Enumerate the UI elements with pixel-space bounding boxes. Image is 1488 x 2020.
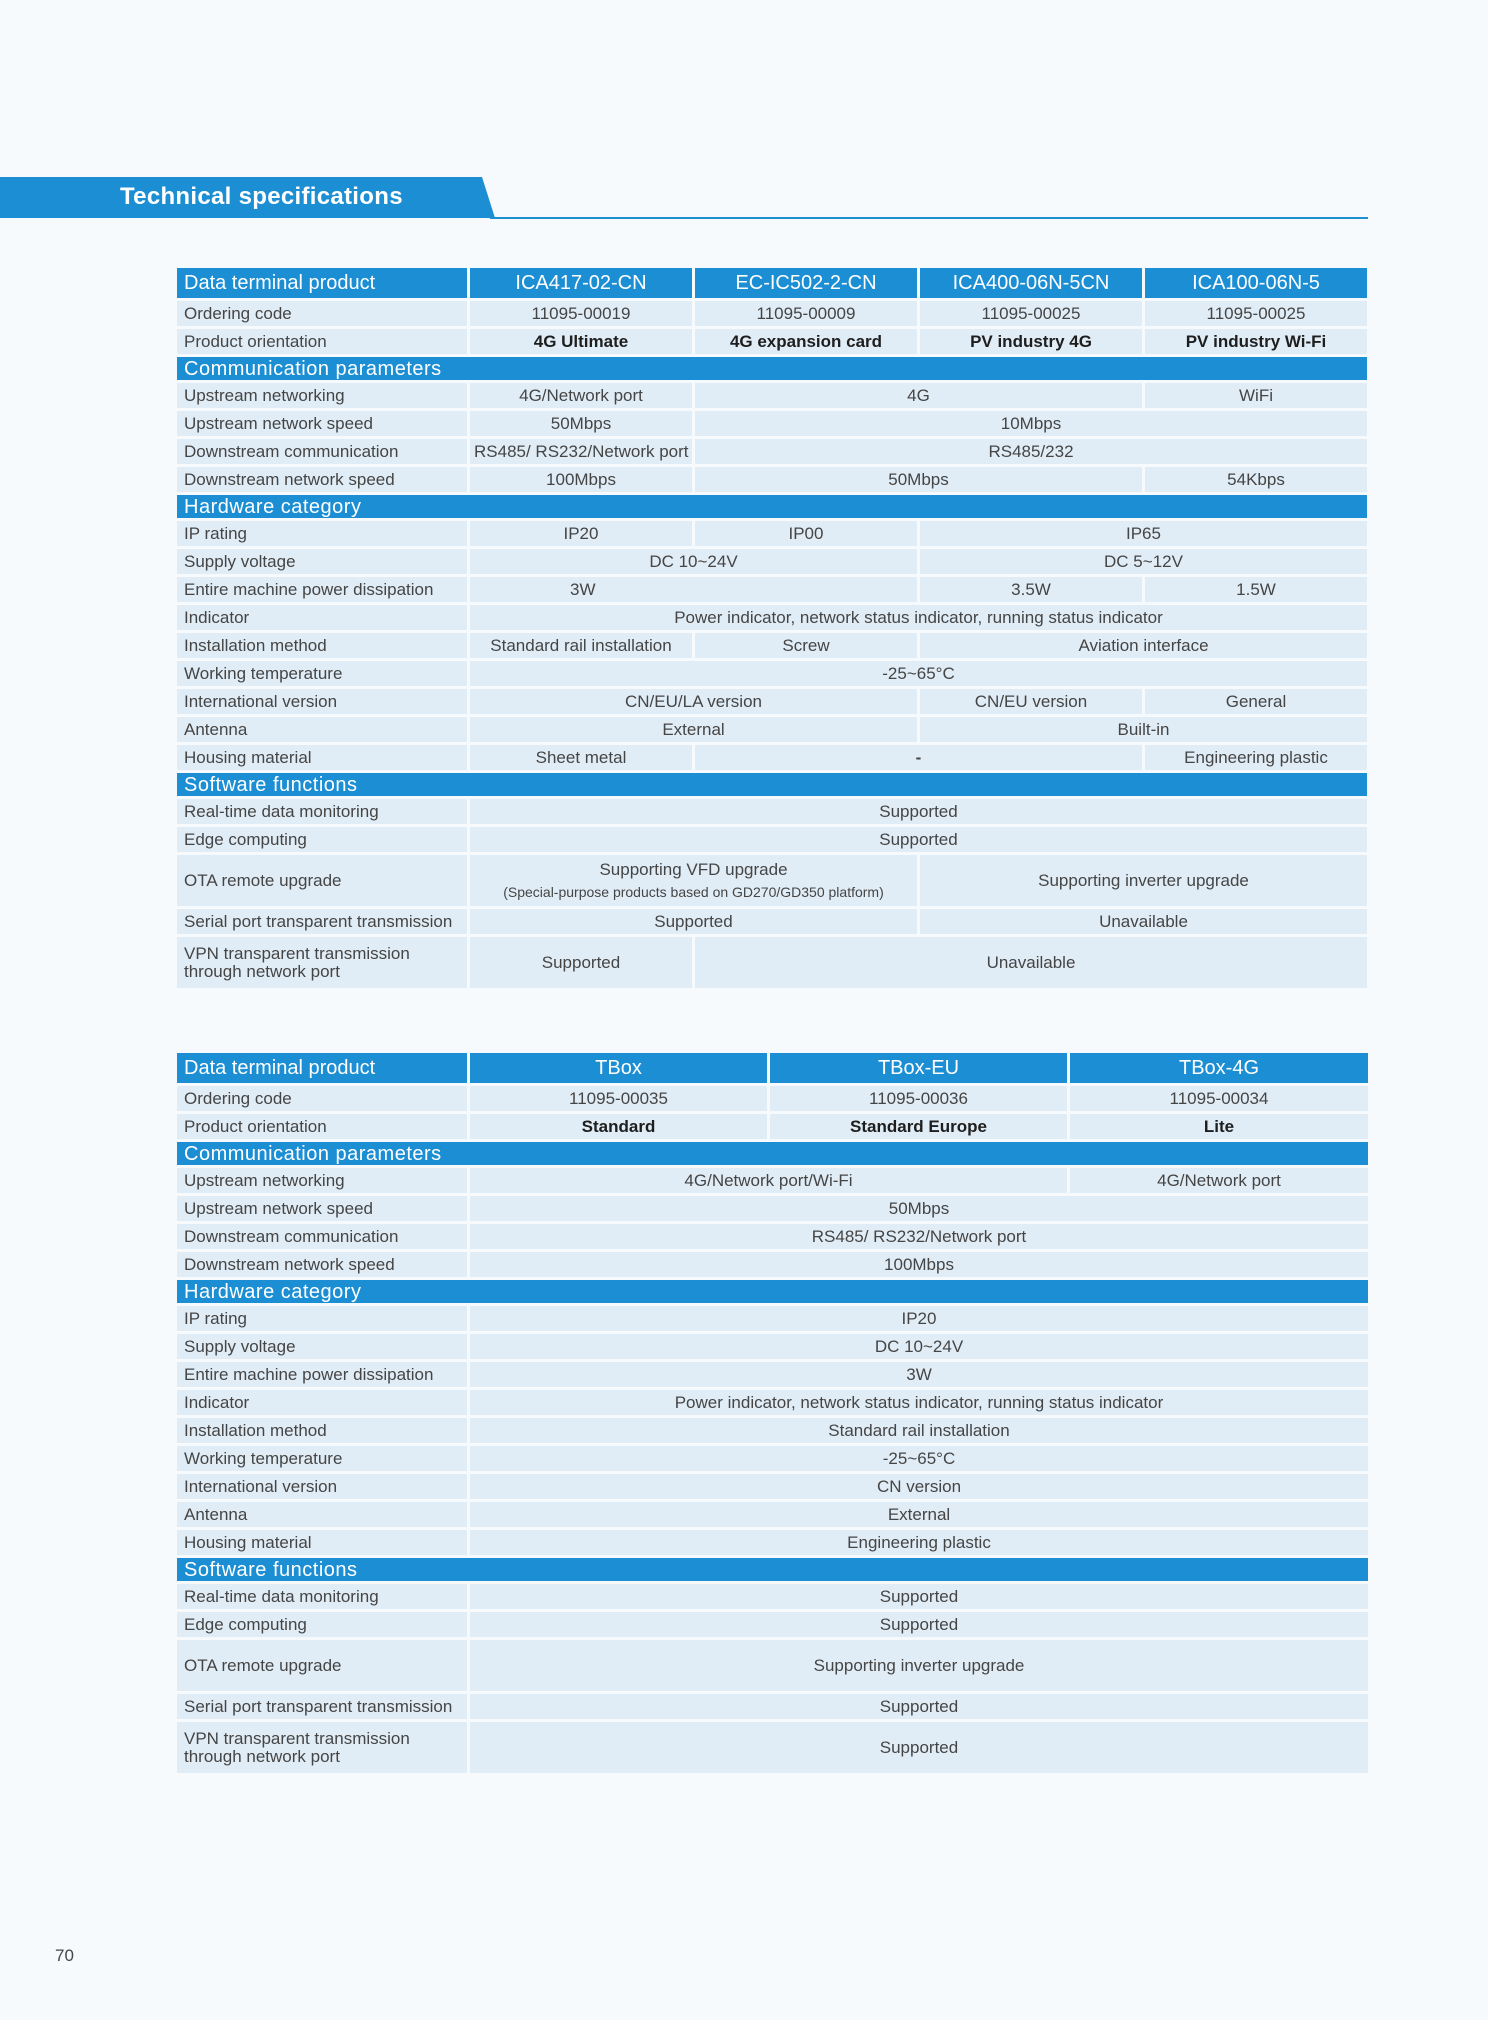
cell-value: CN/EU version [920,689,1142,714]
table-row [177,301,1367,326]
table-row [177,1722,1368,1773]
row-label: OTA remote upgrade [177,1640,467,1691]
table-row [177,549,1367,574]
cell-value: Engineering plastic [470,1530,1368,1555]
cell-value: 3W [470,1362,1368,1387]
section-heading: Communication parameters [177,357,1367,380]
table-row [177,827,1367,852]
cell-value: IP00 [695,521,917,546]
cell-value: 11095-00034 [1070,1086,1368,1111]
table-row [177,633,1367,658]
cell-value: 11095-00009 [695,301,917,326]
cell-value: Engineering plastic [1145,745,1367,770]
row-label [177,1722,467,1773]
table-row [177,521,1367,546]
cell-value: Supported [470,937,692,988]
row-label: Installation method [177,633,467,658]
table-row [177,1224,1368,1249]
cell-value: RS485/232 [695,439,1367,464]
section-heading: Software functions [177,773,1367,796]
ota-vfd-text: Supporting VFD upgrade [599,859,788,879]
cell-value: Built-in [920,717,1367,742]
cell-value: 4G expansion card [695,329,917,354]
cell-value: 11095-00019 [470,301,692,326]
row-label-line: VPN transparent transmission [184,943,410,963]
row-label: IP rating [177,1306,467,1331]
cell-value: 4G/Network port [1070,1168,1368,1193]
row-label: Upstream network speed [177,1196,467,1221]
cell-value: RS485/ RS232/Network port [470,1224,1368,1249]
row-label-line: VPN transparent transmission [184,1728,410,1748]
cell-value: External [470,1502,1368,1527]
cell-value: Standard Europe [770,1114,1067,1139]
row-label: Upstream networking [177,383,467,408]
table-row [177,799,1367,824]
cell-value: 4G [695,383,1142,408]
row-label: Real-time data monitoring [177,799,467,824]
table-row [177,1168,1368,1193]
cell-value: Supported [470,1612,1368,1637]
cell-value: 100Mbps [470,467,692,492]
page-number: 70 [55,1946,74,1965]
cell-value: WiFi [1145,383,1367,408]
cell-value: External [470,717,917,742]
cell-value: 50Mbps [695,467,1142,492]
cell-value [470,855,917,906]
table-row [177,329,1367,354]
product-model: ICA400-06N-5CN [920,268,1142,298]
cell-value: -25~65°C [470,661,1367,686]
cell-value: 11095-00035 [470,1086,767,1111]
section-heading: Hardware category [177,495,1367,518]
table-header-row [177,268,1367,298]
cell-value: Screw [695,633,917,658]
row-label: Upstream networking [177,1168,467,1193]
row-label: Downstream network speed [177,467,467,492]
table-row [177,467,1367,492]
cell-value: 50Mbps [470,411,692,436]
row-label: Edge computing [177,827,467,852]
cell-value: 1.5W [1145,577,1367,602]
cell-value: Supported [470,1722,1368,1773]
cell-value: DC 10~24V [470,549,917,574]
row-label: Serial port transparent transmission [177,1694,467,1719]
cell-value: PV industry Wi-Fi [1145,329,1367,354]
cell-value: 100Mbps [470,1252,1368,1277]
table-row [177,1612,1368,1637]
cell-value: Sheet metal [470,745,692,770]
table-row [177,605,1367,630]
table-row [177,411,1367,436]
table-row [177,1530,1368,1555]
row-label: International version [177,689,467,714]
header-label: Data terminal product [177,1053,467,1083]
product-model: TBox-4G [1070,1053,1368,1083]
cell-value: IP20 [470,521,692,546]
cell-value: Supported [470,827,1367,852]
table-row [177,717,1367,742]
table-row [177,661,1367,686]
row-label: Housing material [177,745,467,770]
table-row [177,1694,1368,1719]
product-model: ICA417-02-CN [470,268,692,298]
row-label: Antenna [177,1502,467,1527]
section-row [177,1558,1368,1581]
page-title: Technical specifications [120,183,403,210]
cell-value: IP20 [470,1306,1368,1331]
cell-value: Supported [470,1694,1368,1719]
row-label: Edge computing [177,1612,467,1637]
row-label [177,937,467,988]
row-label: International version [177,1474,467,1499]
table-row [177,689,1367,714]
table-row [177,1114,1368,1139]
cell-value: Power indicator, network status indicator, running status indicator [470,1390,1368,1415]
cell-value: DC 5~12V [920,549,1367,574]
cell-value: Standard rail installation [470,1418,1368,1443]
row-label: Housing material [177,1530,467,1555]
table-row [177,439,1367,464]
table-row [177,1086,1368,1111]
table-row [177,1306,1368,1331]
cell-value: 50Mbps [470,1196,1368,1221]
cell-value: 4G Ultimate [470,329,692,354]
section-row [177,495,1367,518]
row-label: Product orientation [177,1114,467,1139]
cell-value: Lite [1070,1114,1368,1139]
table-row [177,1474,1368,1499]
row-label: Downstream network speed [177,1252,467,1277]
row-label: Downstream communication [177,1224,467,1249]
row-label-line: through network port [184,1746,340,1766]
cell-value: 10Mbps [695,411,1367,436]
cell-value: Supported [470,799,1367,824]
section-heading: Communication parameters [177,1142,1368,1165]
table-row [177,1196,1368,1221]
row-label: IP rating [177,521,467,546]
cell-value: 4G/Network port [470,383,692,408]
table-row [177,1584,1368,1609]
section-heading: Hardware category [177,1280,1368,1303]
cell-value: 3.5W [920,577,1142,602]
cell-value: CN version [470,1474,1368,1499]
table-row [177,1446,1368,1471]
cell-value: 3W [470,577,917,602]
cell-value: 54Kbps [1145,467,1367,492]
product-model: TBox [470,1053,767,1083]
cell-value: 11095-00025 [920,301,1142,326]
header-label: Data terminal product [177,268,467,298]
table-header-row [177,1053,1368,1083]
row-label: Working temperature [177,1446,467,1471]
cell-value: Standard [470,1114,767,1139]
cell-value: 11095-00025 [1145,301,1367,326]
section-row [177,773,1367,796]
spec-table-tbox [174,1050,1371,1776]
row-label: Serial port transparent transmission [177,909,467,934]
product-model: EC-IC502-2-CN [695,268,917,298]
row-label: Ordering code [177,1086,467,1111]
section-heading: Software functions [177,1558,1368,1581]
row-label: Supply voltage [177,549,467,574]
section-row [177,357,1367,380]
table-row [177,1390,1368,1415]
row-label: OTA remote upgrade [177,855,467,906]
row-label: Entire machine power dissipation [177,1362,467,1387]
spec-table-ica [174,265,1370,991]
table-row [177,937,1367,988]
cell-value: Unavailable [920,909,1367,934]
row-label: Real-time data monitoring [177,1584,467,1609]
row-label: Supply voltage [177,1334,467,1359]
cell-value: 11095-00036 [770,1086,1067,1111]
row-label: Downstream communication [177,439,467,464]
table-row [177,1502,1368,1527]
row-label: Antenna [177,717,467,742]
cell-value: - [695,745,1142,770]
table-row [177,745,1367,770]
table-row [177,855,1367,906]
row-label: Indicator [177,605,467,630]
table-row [177,1362,1368,1387]
cell-value: PV industry 4G [920,329,1142,354]
table-row [177,1640,1368,1691]
cell-value: Unavailable [695,937,1367,988]
table-row [177,1418,1368,1443]
ota-note: (Special-purpose products based on GD270/GD350 platform) [503,883,884,900]
row-label: Product orientation [177,329,467,354]
row-label: Installation method [177,1418,467,1443]
row-label: Indicator [177,1390,467,1415]
cell-value: CN/EU/LA version [470,689,917,714]
section-row [177,1142,1368,1165]
cell-value: 4G/Network port/Wi-Fi [470,1168,1067,1193]
row-label: Working temperature [177,661,467,686]
cell-value: DC 10~24V [470,1334,1368,1359]
cell-value: Supported [470,909,917,934]
cell-value: Supporting inverter upgrade [470,1640,1368,1691]
cell-value: RS485/ RS232/Network port [470,439,692,464]
title-underline [490,217,1368,219]
row-label-line: through network port [184,961,340,981]
product-model: ICA100-06N-5 [1145,268,1367,298]
row-label: Entire machine power dissipation [177,577,467,602]
cell-value: General [1145,689,1367,714]
table-row [177,577,1367,602]
cell-value: Supporting inverter upgrade [920,855,1367,906]
table-row [177,383,1367,408]
cell-value: Aviation interface [920,633,1367,658]
cell-value: Supported [470,1584,1368,1609]
cell-value: -25~65°C [470,1446,1368,1471]
product-model: TBox-EU [770,1053,1067,1083]
row-label: Upstream network speed [177,411,467,436]
table-row [177,1252,1368,1277]
cell-value: Power indicator, network status indicator, running status indicator [470,605,1367,630]
table-row [177,909,1367,934]
row-label: Ordering code [177,301,467,326]
cell-value: Standard rail installation [470,633,692,658]
cell-value: IP65 [920,521,1367,546]
section-row [177,1280,1368,1303]
table-row [177,1334,1368,1359]
